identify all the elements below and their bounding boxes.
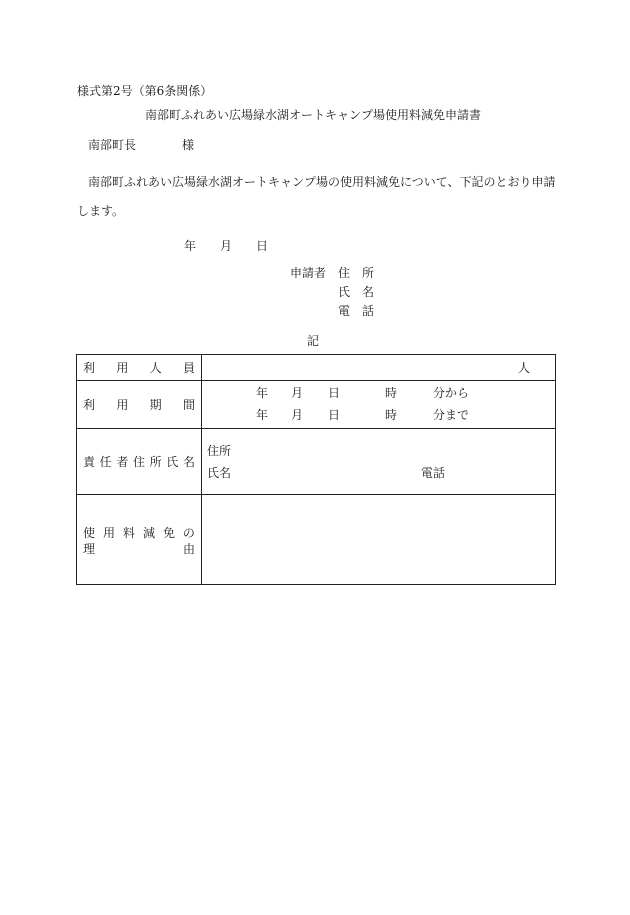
period-end-day: 日 — [328, 408, 341, 422]
applicant-address-field[interactable] — [338, 266, 374, 280]
label-char: 責 — [83, 455, 96, 469]
body-text-line1: 南部町ふれあい広場緑水湖オートキャンプ場の使用料減免について、下記のとおり申請 — [88, 175, 556, 189]
label-char: 利 — [83, 361, 96, 375]
label-char: 氏 — [166, 455, 179, 469]
period-start-suffix: 分から — [433, 386, 470, 400]
body-text-line2: します。 — [77, 204, 125, 218]
reason-label-line2 — [83, 542, 195, 556]
label-char: 理 — [83, 542, 96, 556]
detail-table — [76, 354, 556, 585]
table-row-reason — [77, 495, 555, 586]
reason-input[interactable] — [203, 499, 553, 582]
applicant-name-field[interactable] — [338, 285, 374, 299]
label-char: 免 — [162, 526, 175, 540]
label-char: 氏 — [338, 285, 351, 299]
label-char: 者 — [116, 455, 129, 469]
date-day-field[interactable]: 日 — [256, 239, 269, 253]
date-month-field[interactable]: 月 — [220, 239, 233, 253]
reason-label-line1 — [83, 526, 195, 540]
label-char: 期 — [149, 398, 162, 412]
label-char: 住 — [338, 266, 351, 280]
label-char: 所 — [361, 266, 374, 280]
addressee: 南部町長 — [88, 138, 137, 152]
label-char: 員 — [182, 361, 195, 375]
label-char: 用 — [102, 526, 115, 540]
period-end-month: 月 — [291, 408, 304, 422]
addressee-suffix: 様 — [182, 138, 195, 152]
form-number: 様式第2号（第6条関係） — [77, 84, 213, 98]
label-char: 用 — [116, 398, 129, 412]
period-start-year: 年 — [256, 386, 269, 400]
responsible-phone-field[interactable]: 電話 — [421, 466, 446, 480]
period-end-suffix: 分まで — [433, 408, 470, 422]
label-char: 名 — [182, 455, 195, 469]
users-input[interactable] — [203, 357, 523, 379]
period-end-hour: 時 — [385, 408, 398, 422]
period-start-day: 日 — [328, 386, 341, 400]
users-unit: 人 — [518, 361, 531, 375]
table-row-users — [77, 355, 555, 381]
period-end-year: 年 — [256, 408, 269, 422]
table-row-period — [77, 381, 555, 429]
label-char: 住 — [132, 455, 145, 469]
ki-heading: 記 — [307, 334, 320, 348]
label-char: 減 — [142, 526, 155, 540]
period-start-hour: 時 — [385, 386, 398, 400]
responsible-name-field[interactable]: 氏名 — [207, 466, 232, 480]
period-label — [83, 398, 195, 412]
users-label — [83, 361, 195, 375]
label-char: 利 — [83, 398, 96, 412]
label-char: 電 — [338, 304, 351, 318]
applicant-phone-field[interactable] — [338, 304, 374, 318]
table-row-responsible — [77, 429, 555, 495]
label-char: 話 — [361, 304, 374, 318]
label-char: 所 — [149, 455, 162, 469]
label-char: 任 — [99, 455, 112, 469]
responsible-address-field[interactable]: 住所 — [207, 444, 232, 458]
label-char: 用 — [116, 361, 129, 375]
applicant-label: 申請者 — [290, 266, 327, 280]
label-char: 料 — [122, 526, 135, 540]
responsible-label — [83, 455, 195, 469]
label-char: 由 — [182, 542, 195, 556]
label-char: 間 — [182, 398, 195, 412]
label-char: 名 — [361, 285, 374, 299]
label-char: 使 — [83, 526, 96, 540]
document-title: 南部町ふれあい広場緑水湖オートキャンプ場使用料減免申請書 — [145, 108, 482, 122]
date-year-field[interactable]: 年 — [184, 239, 197, 253]
label-char: 人 — [149, 361, 162, 375]
period-start-month: 月 — [291, 386, 304, 400]
label-char: の — [182, 526, 195, 540]
